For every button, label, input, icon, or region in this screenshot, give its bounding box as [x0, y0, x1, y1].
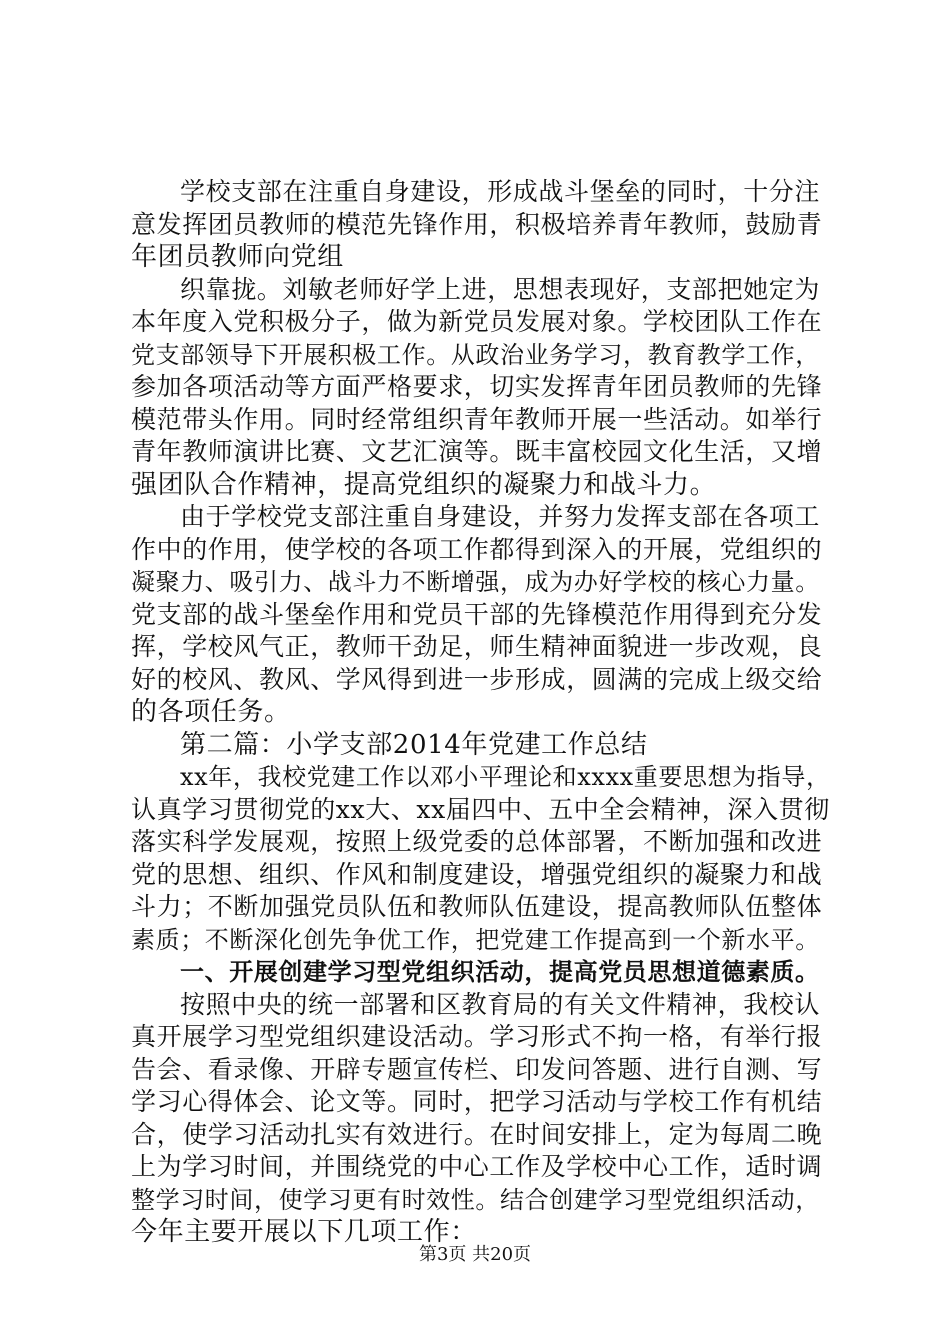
- paragraph-line: 织靠拢。刘敏老师好学上进，思想表现好，支部把她定为: [180, 274, 821, 304]
- paragraph-line: 强团队合作精神，提高党组织的凝聚力和战斗力。: [131, 469, 717, 500]
- paragraph-line: 模范带头作用。同时经常组织青年教师开展一些活动。如举行: [131, 404, 823, 434]
- paragraph-line: 落实科学发展观，按照上级党委的总体部署，不断加强和改进: [131, 827, 823, 856]
- paragraph-line: 作中的作用，使学校的各项工作都得到深入的开展，党组织的: [131, 534, 823, 564]
- paragraph-line: 学习心得体会、论文等。同时，把学习活动与学校工作有机结: [131, 1087, 823, 1116]
- page-number-footer: 第3页 共20页: [418, 1244, 532, 1265]
- paragraph-line: 合，使学习活动扎实有效进行。在时间安排上，定为每周二晚: [131, 1119, 823, 1149]
- paragraph-line: 今年主要开展以下几项工作：: [131, 1217, 477, 1247]
- paragraph-line: 学校支部在注重自身建设，形成战斗堡垒的同时，十分注: [180, 177, 821, 206]
- paragraph-line: 按照中央的统一部署和区教育局的有关文件精神，我校认: [180, 989, 821, 1019]
- paragraph-line: 凝聚力、吸引力、战斗力不断增强，成为办好学校的核心力量。: [131, 568, 820, 596]
- paragraph-line: 由于学校党支部注重自身建设，并努力发挥支部在各项工: [180, 502, 821, 531]
- paragraph-line: 的各项任务。: [131, 697, 291, 727]
- paragraph-line: 真开展学习型党组织建设活动。学习形式不拘一格，有举行报: [131, 1022, 823, 1051]
- paragraph-line: 上为学习时间，并围绕党的中心工作及学校中心工作，适时调: [131, 1152, 823, 1181]
- paragraph-line: 意发挥团员教师的模范先锋作用，积极培养青年教师，鼓励青: [131, 209, 823, 239]
- paragraph-line: 素质；不断深化创先争优工作，把党建工作提高到一个新水平。: [131, 925, 820, 954]
- paragraph-line: 告会、看录像、开辟专题宣传栏、印发问答题、进行自测、写: [131, 1054, 823, 1084]
- paragraph-line: 参加各项活动等方面严格要求，切实发挥青年团员教师的先锋: [131, 372, 823, 401]
- paragraph-line: 年团员教师向党组: [131, 242, 344, 272]
- paragraph-line: 挥，学校风气正，教师干劲足，师生精神面貌进一步改观，良: [131, 632, 823, 661]
- paragraph-line: 党支部领导下开展积极工作。从政治业务学习，教育教学工作，: [131, 340, 820, 369]
- paragraph-line: 党支部的战斗堡垒作用和党员干部的先锋模范作用得到充分发: [131, 599, 823, 629]
- paragraph-line: 青年教师演讲比赛、文艺汇演等。既丰富校园文化生活，又增: [131, 437, 823, 466]
- paragraph-line: 党的思想、组织、作风和制度建设，增强党组织的凝聚力和战: [131, 859, 823, 889]
- paragraph-line: 整学习时间，使学习更有时效性。结合创建学习型党组织活动，: [131, 1185, 820, 1214]
- paragraph-line: 认真学习贯彻党的xx大、xx届四中、五中全会精神，深入贯彻: [131, 794, 830, 824]
- paragraph-line: 斗力；不断加强党员队伍和教师队伍建设，提高教师队伍整体: [131, 892, 823, 921]
- section-heading-line: 一、开展创建学习型党组织活动，提高党员思想道德素质。: [180, 957, 820, 986]
- paragraph-line: 第二篇：小学支部2014年党建工作总结: [180, 729, 648, 760]
- document-body: [131, 176, 831, 1249]
- paragraph-line: xx年，我校党建工作以邓小平理论和xxxx重要思想为指导，: [180, 763, 831, 791]
- paragraph-line: 本年度入党积极分子，做为新党员发展对象。学校团队工作在: [131, 307, 823, 336]
- paragraph-line: 好的校风、教风、学风得到进一步形成，圆满的完成上级交给: [131, 664, 823, 694]
